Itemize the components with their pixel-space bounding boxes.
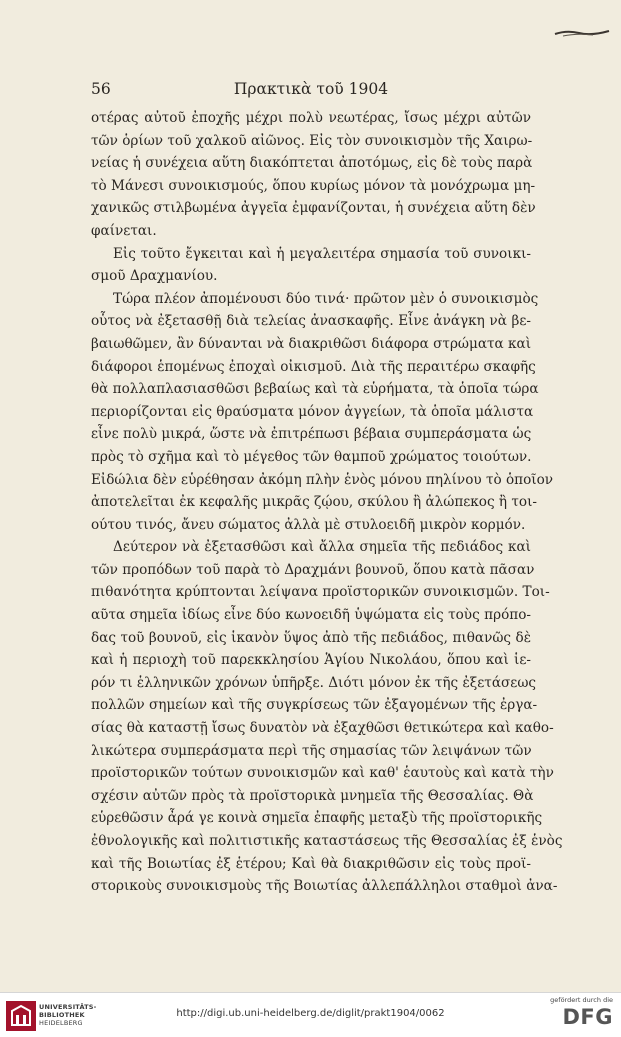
permalink-url[interactable]: http://digi.ub.uni-heidelberg.de/diglit/prakt1904/0062	[176, 1008, 445, 1019]
text-line: πολλῶν σημείων καὶ τῆς συγκρίσεως τῶν ἐξαγομένων τῆς ἐργα-	[91, 697, 538, 714]
text-line: Δεύτερον νὰ ἐξετασθῶσι καὶ ἄλλα σημεῖα τῆς πεδιάδος καὶ	[113, 539, 531, 556]
text-line: εἶνε πολὺ μικρά, ὥστε νὰ ἐπιτρέπωσι βέβαια συμπεράσματα ὡς	[91, 426, 532, 443]
text-line: οὗτος νὰ ἐξετασθῇ διὰ τελείας ἀνασκαφῆς. Εἶνε ἀνάγκη νὰ βε-	[91, 313, 531, 330]
text-line: σμοῦ Δραχμανίου.	[91, 268, 218, 285]
text-line: ἐθνολογικῆς καὶ πολιτιστικῆς καταστάσεως τῆς Θεσσαλίας ἐξ ἑνὸς	[91, 833, 563, 849]
text-line: βαιωθῶμεν, ἂν δύνανται νὰ διακριθῶσι διάφορα στρώματα καὶ	[91, 335, 532, 352]
text-line: ούτου τινός, ἄνευ σώματος ἀλλὰ μὲ στυλοειδῆ μικρὸν κορμόν.	[91, 516, 526, 533]
body-text	[91, 107, 563, 898]
text-line: σίας θὰ καταστῇ ἴσως δυνατὸν νὰ ἐξαχθῶσι θετικώτερα καὶ καθο-	[91, 720, 554, 737]
text-line: προϊστορικῶν τούτων συνοικισμῶν καὶ καθ' ἑαυτοὺς καὶ κατὰ τὴν	[91, 765, 554, 782]
text-line: στορικοὺς συνοικισμοὺς τῆς Βοιωτίας ἀλλεπάλληλοι σταθμοὶ ἀνα-	[91, 878, 558, 895]
text-line: διάφοροι ἑπομένως ἐποχαὶ οἰκισμοῦ. Διὰ τῆς περαιτέρω σκαφῆς	[91, 358, 536, 375]
text-line: φαίνεται.	[91, 222, 157, 239]
text-line: πιθανότητα κρύπτονται λείψανα προϊστορικῶν συνοικισμῶν. Τοι-	[91, 584, 550, 601]
text-line: πρὸς τὸ σχῆμα καὶ τὸ μέγεθος τῶν θαμποῦ χρώματος τοιούτων.	[91, 448, 532, 465]
text-line: ρόν τι ἑλληνικῶν χρόνων ὑπῆρξε. Διότι μόνον ἐκ τῆς ἐξετάσεως	[91, 674, 537, 691]
text-line: Εἰς τοῦτο ἔγκειται καὶ ἡ μεγαλειτέρα σημασία τοῦ συνοικι-	[113, 245, 531, 262]
text-line: καὶ τῆς Βοιωτίας ἐξ ἑτέρου; Καὶ θὰ διακριθῶσιν εἰς τοὺς προϊ-	[91, 855, 531, 872]
text-line: δας τοῦ βουνοῦ, εἰς ἱκανὸν ὕψος ἀπὸ τῆς πεδιάδος, πιθανῶς δὲ	[91, 629, 531, 646]
text-line: τῶν ὁρίων τοῦ χαλκοῦ αἰῶνος. Εἰς τὸν συνοικισμὸν τῆς Χαιρω-	[91, 132, 533, 149]
text-line: ἀποτελεῖται ἐκ κεφαλῆς μικρᾶς ζῴου, σκύλου ἢ ἀλώπεκος ἢ τοι-	[91, 494, 538, 511]
funded-by-label: gefördert durch die	[550, 996, 613, 1004]
library-name-line: BIBLIOTHEK	[39, 1011, 85, 1019]
library-name-line: HEIDELBERG	[39, 1019, 83, 1027]
text-line: καὶ ἡ περιοχὴ τοῦ παρεκκλησίου Ἁγίου Νικολάου, ὅπου καὶ ἱε-	[91, 652, 531, 669]
text-line: τὸ Μάνεσι συνοικισμούς, ὅπου κυρίως μόνον τὰ μονόχρωμα μη-	[91, 177, 536, 194]
text-line: εὑρεθῶσιν ἆρά γε κοινὰ σημεῖα ἐπαφῆς μεταξὺ τῆς προϊστορικῆς	[91, 810, 543, 827]
page-header	[91, 80, 531, 100]
page-number: 56	[91, 80, 111, 98]
running-title: Πρακτικὰ τοῦ 1904	[233, 80, 389, 98]
text-line: σχέσιν αὐτῶν πρὸς τὰ προϊστορικὰ μνημεῖα τῆς Θεσσαλίας. Θὰ	[91, 787, 534, 804]
text-line: χανικῶς στιλβωμένα ἀγγεῖα ἐμφανίζονται, ἡ συνέχεια αὕτη δὲν	[91, 200, 536, 217]
viewer-footer	[0, 992, 621, 1037]
text-line: περιορίζονται εἰς θραύσματα μόνον ἀγγείων, τὰ ὁποῖα μάλιστα	[91, 403, 534, 420]
text-line: Εἰδώλια δὲν εὑρέθησαν ἀκόμη πλὴν ἑνὸς μόνου πηλίνου τὸ ὁποῖον	[91, 471, 554, 488]
text-line: Τώρα πλέον ἀπομένουσι δύο τινά· πρῶτον μὲν ὁ συνοικισμὸς	[113, 290, 539, 307]
text-line: αῦτα σημεῖα ἰδίως εἶνε δύο κωνοειδῆ ὑψώματα εἰς τοὺς πρόπο-	[91, 607, 531, 624]
ink-smudge-icon	[553, 28, 611, 38]
dfg-logo: DFG	[562, 1005, 613, 1029]
text-line: τῶν προπόδων τοῦ παρὰ τὸ Δραχμάνι βουνοῦ, ὅπου κατὰ πᾶσαν	[91, 561, 535, 578]
dfg-credit[interactable]	[543, 996, 613, 1029]
text-line: λικώτερα συμπεράσματα περὶ τῆς σημασίας τῶν λειψάνων τῶν	[91, 742, 532, 759]
text-line: οτέρας αὐτοῦ ἐποχῆς μέχρι πολὺ νεωτέρας, ἴσως μέχρι αὐτῶν	[91, 110, 531, 126]
text-line: νείας ἡ συνέχεια αὕτη διακόπτεται ἀποτόμως, εἰς δὲ τοὺς παρὰ	[91, 155, 533, 172]
library-name-line: UNIVERSITÄTS-	[39, 1003, 97, 1011]
text-line: θὰ πολλαπλασιασθῶσι βεβαίως καὶ τὰ εὑρήματα, τὰ ὁποῖα τώρα	[91, 381, 539, 398]
